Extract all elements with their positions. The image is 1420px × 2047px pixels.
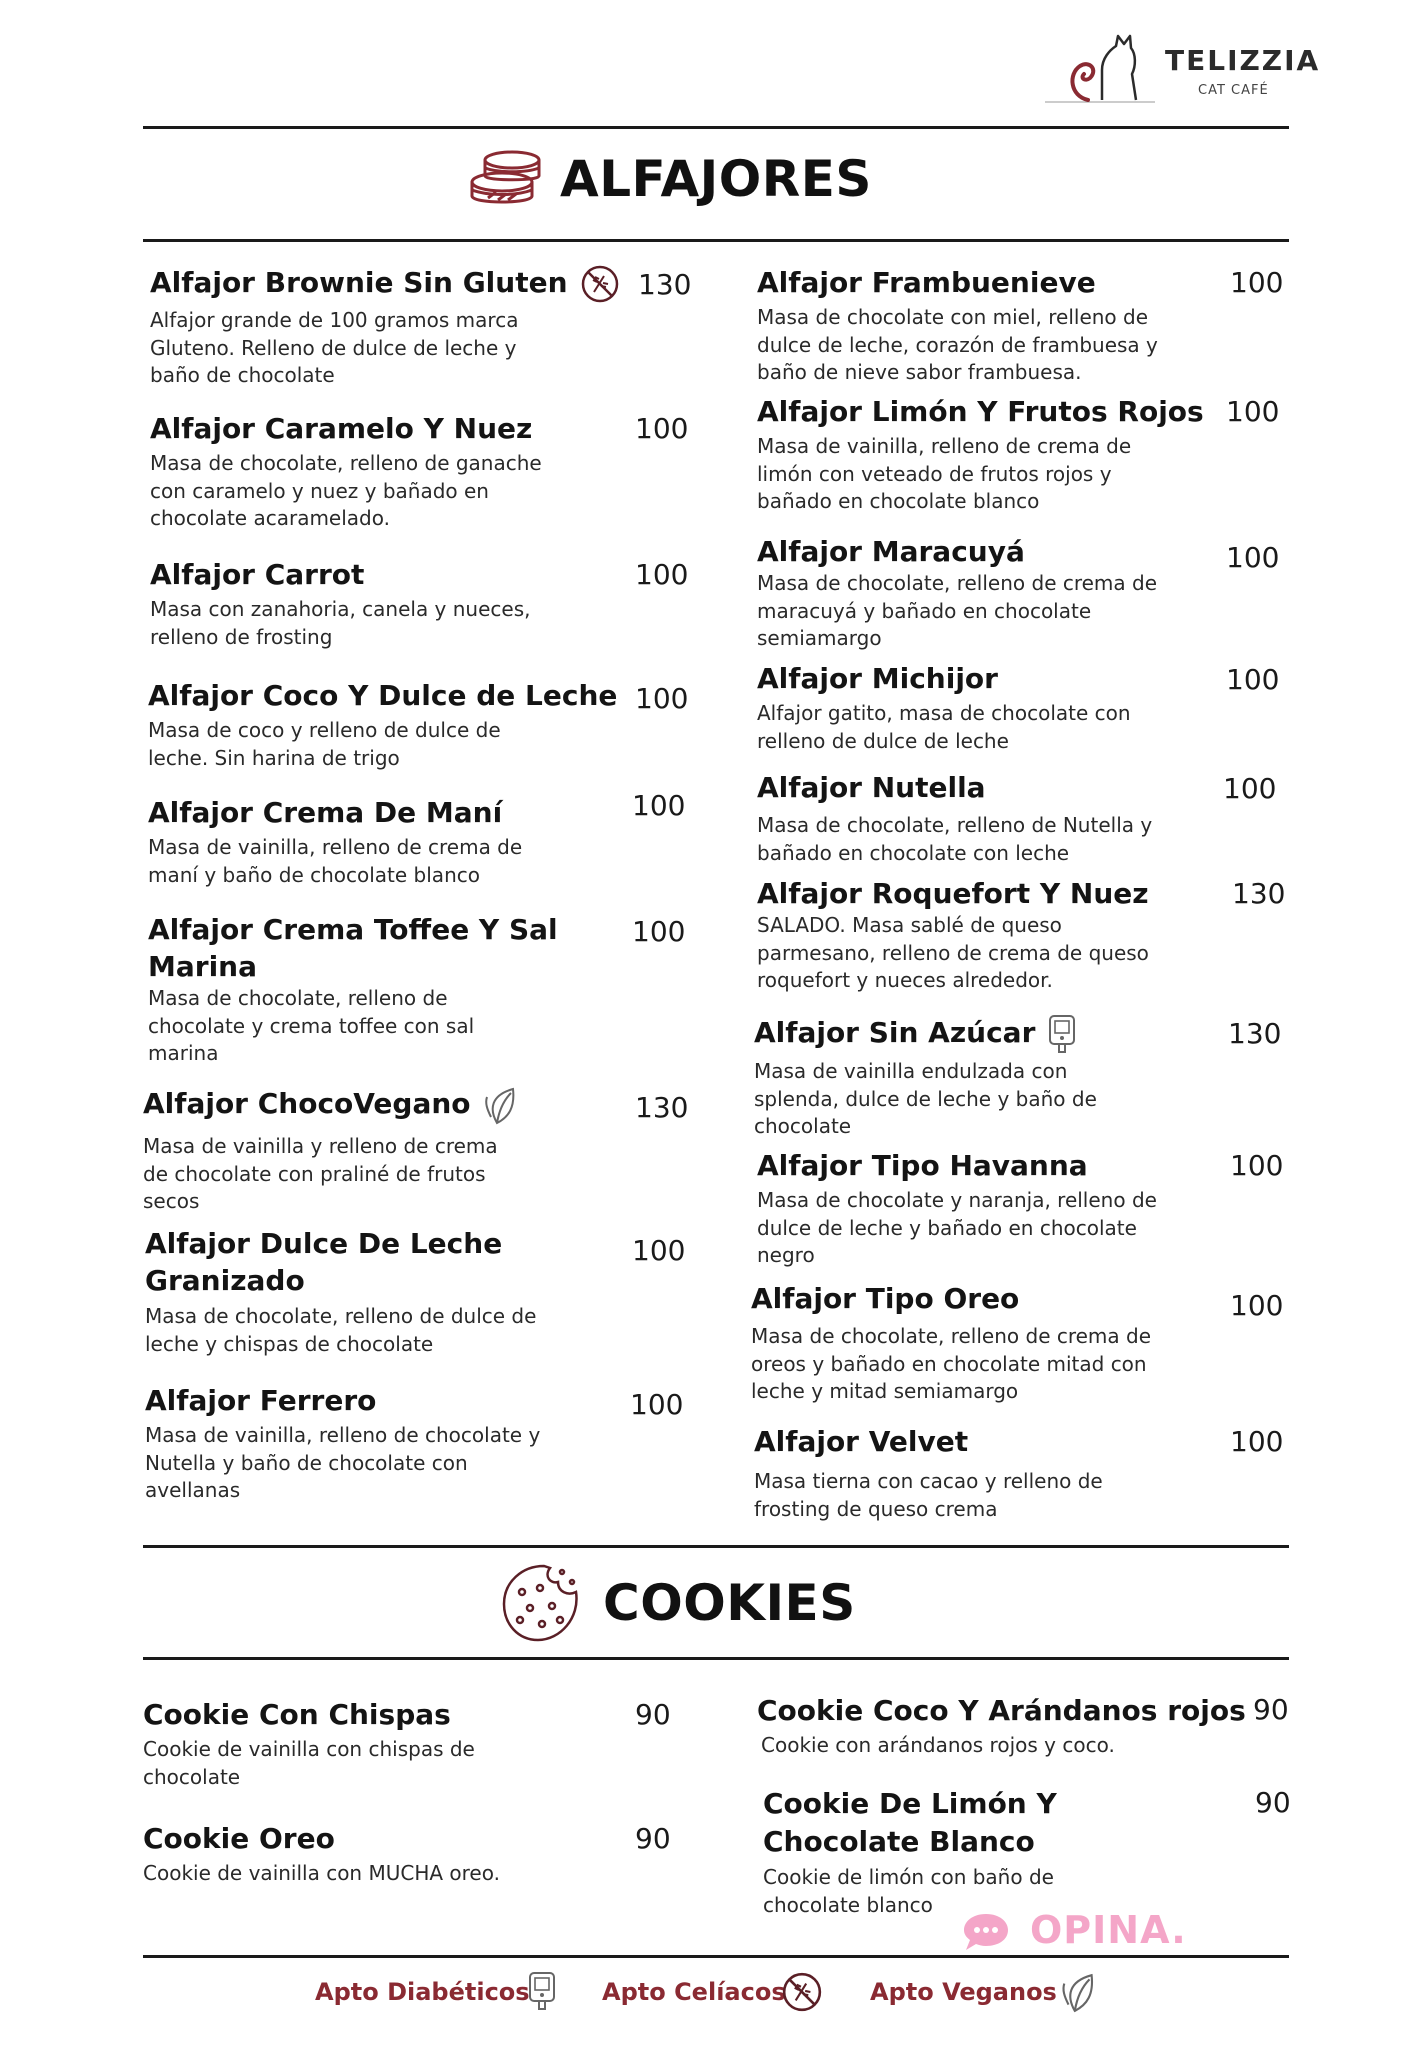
alfajor-icon [468,146,544,212]
item-name: Alfajor Roquefort Y Nuez [757,877,1149,910]
menu-item [757,264,1158,387]
item-name-line: Granizado [145,1264,305,1297]
item-desc-line: chocolate [143,1764,241,1789]
menu-item [148,911,558,1068]
item-name: Alfajor Maracuyá [757,535,1025,568]
item-price: 90 [635,1698,671,1731]
item-desc-line: Masa de chocolate, relleno de [148,986,448,1010]
item-desc-line: Cookie de limón con baño de [763,1865,1054,1889]
item-desc-line: frosting de queso crema [754,1496,998,1521]
gluten-free-icon [580,264,620,304]
divider [143,239,1289,242]
item-name-line: Chocolate Blanco [763,1825,1035,1858]
item-price: 100 [1230,266,1284,299]
item-name: Alfajor Carrot [150,558,365,591]
item-price: 90 [1255,1786,1291,1819]
item-desc-line: de chocolate con praliné de frutos [143,1161,486,1186]
item-desc-line: Nutella y baño de chocolate con [145,1450,468,1475]
item-name: Alfajor Michijor [757,662,998,695]
legend-celiac-label: Apto Celíacos [602,1978,786,2006]
item-desc-line: chocolate blanco [763,1892,933,1917]
item-name: Cookie Oreo [143,1822,335,1855]
item-desc-line: Masa de chocolate y naranja, relleno de [757,1188,1157,1212]
item-desc-line: avellanas [145,1478,241,1502]
item-desc-line: chocolate acaramelado. [150,506,390,530]
item-price: 100 [1226,541,1280,574]
item-desc-line: Masa de vainilla, relleno de chocolate y [145,1423,541,1447]
item-price: 100 [1230,1149,1284,1182]
gluten-free-icon [781,1971,823,2013]
item-desc-line: roquefort y nueces alrededor. [757,968,1053,992]
item-name: Alfajor Sin Azúcar [754,1016,1036,1049]
item-desc-line: Masa de chocolate, relleno de ganache [150,451,542,475]
watermark-text: OPINA. [1030,1908,1187,1952]
item-desc-line: con caramelo y nuez y bañado en [150,478,489,503]
item-name: Alfajor ChocoVegano [143,1087,471,1120]
item-price: 130 [638,268,692,301]
item-desc-line: parmesano, relleno de crema de queso [757,940,1149,965]
item-desc-line: Masa de chocolate, relleno de crema de [757,571,1158,595]
item-desc-line: Masa de chocolate, relleno de Nutella y [757,813,1153,837]
item-price: 100 [632,915,686,948]
item-name: Alfajor Crema De Maní [148,796,503,829]
item-desc-line: Masa de chocolate con miel, relleno de [757,305,1149,329]
item-desc-line: semiamargo [757,626,882,650]
menu-item [757,875,1149,995]
menu-item [148,794,522,889]
item-desc-line: Cookie de vainilla con chispas de [143,1737,475,1761]
item-price: 130 [1232,877,1286,910]
menu-item [143,1085,519,1216]
item-desc-line: limón con veteado de frutos rojos y [757,461,1112,486]
item-name: Alfajor Caramelo Y Nuez [150,412,533,445]
item-desc-line: dulce de leche, corazón de frambuesa y [757,332,1158,357]
item-desc-line: bañado en chocolate con leche [757,840,1070,865]
item-desc-line: Masa con zanahoria, canela y nueces, [150,597,531,621]
menu-item [754,1013,1097,1141]
menu-item [757,660,1131,755]
item-price: 100 [635,412,689,445]
vegan-leaf-icon [1060,1971,1098,2013]
menu-item [143,1696,475,1791]
item-desc-line: Cookie de vainilla con MUCHA oreo. [143,1861,500,1885]
item-desc-line: Masa de vainilla, relleno de crema de [148,835,523,859]
item-desc-line: Masa de vainilla endulzada con [754,1059,1068,1083]
menu-item [150,410,542,533]
item-desc-line: maní y baño de chocolate blanco [148,862,480,887]
item-price: 90 [635,1822,671,1855]
section-title-alfajores: ALFAJORES [560,150,872,208]
item-price: 100 [632,789,686,822]
item-desc-line: leche y chispas de chocolate [145,1331,434,1356]
item-desc-line: Masa de coco y relleno de dulce de [148,718,501,742]
item-price: 100 [632,1234,686,1267]
item-name: Alfajor Brownie Sin Gluten [150,266,568,299]
item-desc-line: chocolate y crema toffee con sal [148,1013,475,1038]
item-name: Cookie Coco Y Arándanos rojos [757,1694,1246,1727]
divider [143,1955,1289,1958]
item-name: Alfajor Tipo Havanna [757,1149,1088,1182]
item-price: 100 [1226,395,1280,428]
item-price: 90 [1253,1693,1289,1726]
item-desc-line: Cookie con arándanos rojos y coco. [761,1733,1115,1757]
item-desc-line: baño de chocolate [150,363,335,387]
item-name-line: Alfajor Crema Toffee Y Sal [148,913,558,946]
item-desc-line: relleno de dulce de leche [757,728,1009,753]
item-desc-line: marina [148,1041,219,1065]
item-name-line: Cookie De Limón Y [763,1787,1057,1820]
item-price: 100 [635,682,689,715]
glucometer-icon [1047,1013,1077,1055]
item-price: 100 [635,558,689,591]
divider [143,1657,1289,1660]
item-desc-line: Alfajor grande de 100 gramos marca [150,308,519,332]
item-name: Alfajor Limón Y Frutos Rojos [757,395,1204,428]
item-desc-line: Alfajor gatito, masa de chocolate con [757,701,1131,725]
menu-item [143,1820,500,1888]
menu-item [757,1692,1246,1760]
item-desc-line: secos [143,1189,200,1213]
item-price: 100 [1230,1289,1284,1322]
cookie-icon [500,1562,582,1644]
item-desc-line: Masa de vainilla, relleno de crema de [757,434,1132,458]
item-desc-line: Masa tierna con cacao y relleno de [754,1469,1103,1493]
item-desc-line: Masa de vainilla y relleno de crema [143,1134,498,1158]
menu-item [148,677,617,772]
item-price: 100 [630,1388,684,1421]
divider [143,1545,1289,1548]
menu-item [150,556,531,651]
item-desc-line: splenda, dulce de leche y baño de [754,1086,1097,1111]
menu-item [757,393,1204,516]
item-desc-line: SALADO. Masa sablé de queso [757,913,1062,937]
divider [143,126,1289,129]
menu-item [757,769,1152,867]
item-desc-line: maracuyá y bañado en chocolate [757,598,1092,623]
item-name: Alfajor Velvet [754,1425,969,1458]
item-desc-line: oreos y bañado en chocolate mitad con [751,1351,1147,1376]
item-name: Alfajor Ferrero [145,1384,377,1417]
item-price: 130 [635,1091,689,1124]
item-price: 100 [1223,772,1277,805]
menu-item [757,533,1157,653]
item-name-line: Alfajor Dulce De Leche [145,1227,503,1260]
brand-name: TELIZZIA [1165,44,1321,77]
vegan-leaf-icon [483,1085,519,1125]
item-name: Cookie Con Chispas [143,1698,451,1731]
menu-item [150,264,620,390]
menu-item [145,1225,536,1358]
item-desc-line: bañado en chocolate blanco [757,489,1040,513]
item-name: Alfajor Frambuenieve [757,266,1096,299]
legend-vegan-label: Apto Veganos [870,1978,1057,2006]
menu-item [751,1280,1151,1406]
menu-item [145,1382,540,1505]
item-desc-line: negro [757,1243,815,1267]
menu-item [757,1147,1157,1270]
item-desc-line: leche y mitad semiamargo [751,1379,1019,1403]
item-price: 100 [1226,663,1280,696]
item-desc-line: baño de nieve sabor frambuesa. [757,360,1082,384]
opina-bubble-icon [962,1912,1010,1952]
glucometer-icon [527,1970,557,2012]
item-desc-line: Masa de chocolate, relleno de dulce de [145,1304,537,1328]
item-name: Alfajor Tipo Oreo [751,1282,1020,1315]
item-name-line: Marina [148,950,257,983]
menu-item [754,1423,1103,1523]
item-desc-line: Masa de chocolate, relleno de crema de [751,1324,1152,1348]
item-desc-line: chocolate [754,1114,852,1138]
item-desc-line: relleno de frosting [150,624,333,649]
brand-subtitle: CAT CAFÉ [1198,83,1269,98]
item-desc-line: leche. Sin harina de trigo [148,745,400,770]
section-title-cookies: COOKIES [603,1574,856,1632]
item-desc-line: Gluteno. Relleno de dulce de leche y [150,335,517,360]
item-desc-line: dulce de leche y bañado en chocolate [757,1215,1137,1240]
item-name: Alfajor Coco Y Dulce de Leche [148,679,618,712]
item-price: 130 [1228,1017,1282,1050]
menu-item [763,1785,1057,1919]
item-price: 100 [1230,1425,1284,1458]
item-name: Alfajor Nutella [757,771,986,804]
legend-diabetic-label: Apto Diabéticos [315,1978,530,2006]
